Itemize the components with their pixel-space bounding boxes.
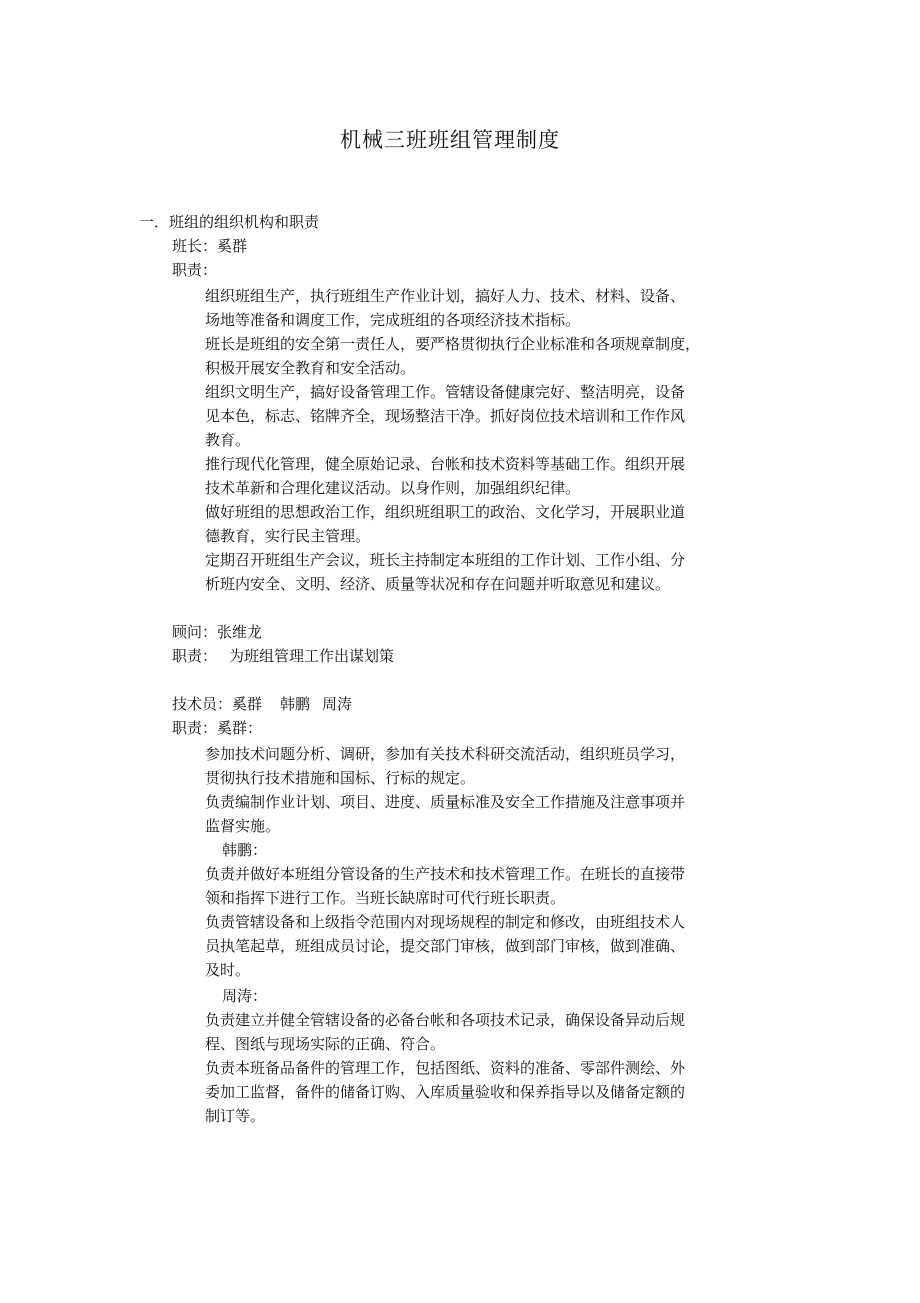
- paragraph-line: 教育。: [205, 431, 251, 449]
- advisor-duties-label: 职责：: [172, 647, 218, 665]
- paragraph-line: 推行现代化管理，健全原始记录、台帐和技术资料等基础工作。组织开展: [205, 455, 686, 473]
- paragraph-line: 贯彻执行技术措施和国标、行标的规定。: [205, 769, 476, 787]
- paragraph-line: 负责本班备品备件的管理工作，包括图纸、资料的准备、零部件测绘、外: [205, 1059, 686, 1077]
- paragraph-line: 班长是班组的安全第一责任人，要严格贯彻执行企业标准和各项规章制度，: [205, 335, 701, 353]
- paragraph-line: 见本色，标志、铭牌齐全，现场整洁干净。抓好岗位技术培训和工作作风: [205, 407, 686, 425]
- paragraph-line: 及时。: [205, 961, 251, 979]
- technicians-row: [172, 692, 352, 716]
- document-title: 机械三班班组管理制度: [340, 128, 560, 152]
- hanpeng-label: 韩鹏：: [222, 841, 268, 859]
- paragraph-line: 制订等。: [205, 1107, 266, 1125]
- paragraph-line: 定期召开班组生产会议，班长主持制定本班组的工作计划、工作小组、分: [205, 551, 686, 569]
- paragraph-line: 组织班组生产，执行班组生产作业计划，搞好人力、技术、材料、设备、: [205, 287, 686, 305]
- paragraph-line: 场地等准备和调度工作，完成班组的各项经济技术指标。: [205, 311, 581, 329]
- technician-name: 周涛: [322, 695, 353, 713]
- zhoutao-label: 周涛：: [222, 987, 268, 1005]
- paragraph-line: 负责建立并健全管辖设备的必备台帐和各项技术记录，确保设备异动后规: [205, 1011, 686, 1029]
- leader-duties-label: 职责：: [172, 261, 218, 279]
- leader-label: 班长：奚群: [172, 237, 248, 255]
- paragraph-line: 员执笔起草，班组成员讨论，提交部门审核，做到部门审核，做到准确、: [205, 937, 686, 955]
- advisor-duty-row: [172, 644, 394, 668]
- paragraph-line: 程、图纸与现场实际的正确、符合。: [205, 1035, 446, 1053]
- paragraph-line: 组织文明生产，搞好设备管理工作。管辖设备健康完好、整洁明亮，设备: [205, 383, 686, 401]
- paragraph-line: 监督实施。: [205, 817, 281, 835]
- paragraph-line: 析班内安全、文明、经济、质量等状况和存在问题并听取意见和建议。: [205, 575, 671, 593]
- paragraph-line: 德教育，实行民主管理。: [205, 527, 371, 545]
- technicians-label: 技术员：奚群: [172, 695, 263, 713]
- paragraph-line: 委加工监督，备件的储备订购、入库质量验收和保养指导以及储备定额的: [205, 1083, 686, 1101]
- advisor-label: 顾问：张维龙: [172, 623, 263, 641]
- paragraph-line: 做好班组的思想政治工作，组织班组职工的政治、文化学习，开展职业道: [205, 503, 686, 521]
- paragraph-line: 技术革新和合理化建议活动。以身作则，加强组织纪律。: [205, 479, 581, 497]
- paragraph-line: 积极开展安全教育和安全活动。: [205, 359, 416, 377]
- paragraph-line: 负责编制作业计划、项目、进度、质量标准及安全工作措施及注意事项并: [205, 793, 686, 811]
- section-heading: 一．班组的组织机构和职责: [139, 213, 320, 231]
- advisor-duty: 为班组管理工作出谋划策: [229, 647, 395, 665]
- paragraph-line: 领和指挥下进行工作。当班长缺席时可代行班长职责。: [205, 889, 566, 907]
- technician-name: 韩鹏: [280, 695, 311, 713]
- paragraph-line: 负责并做好本班组分管设备的生产技术和技术管理工作。在班长的直接带: [205, 865, 686, 883]
- paragraph-line: 参加技术问题分析、调研，参加有关技术科研交流活动，组织班员学习，: [205, 745, 686, 763]
- technicians-duties-label: 职责：奚群：: [172, 719, 263, 737]
- paragraph-line: 负责管辖设备和上级指令范围内对现场规程的制定和修改，由班组技术人: [205, 913, 686, 931]
